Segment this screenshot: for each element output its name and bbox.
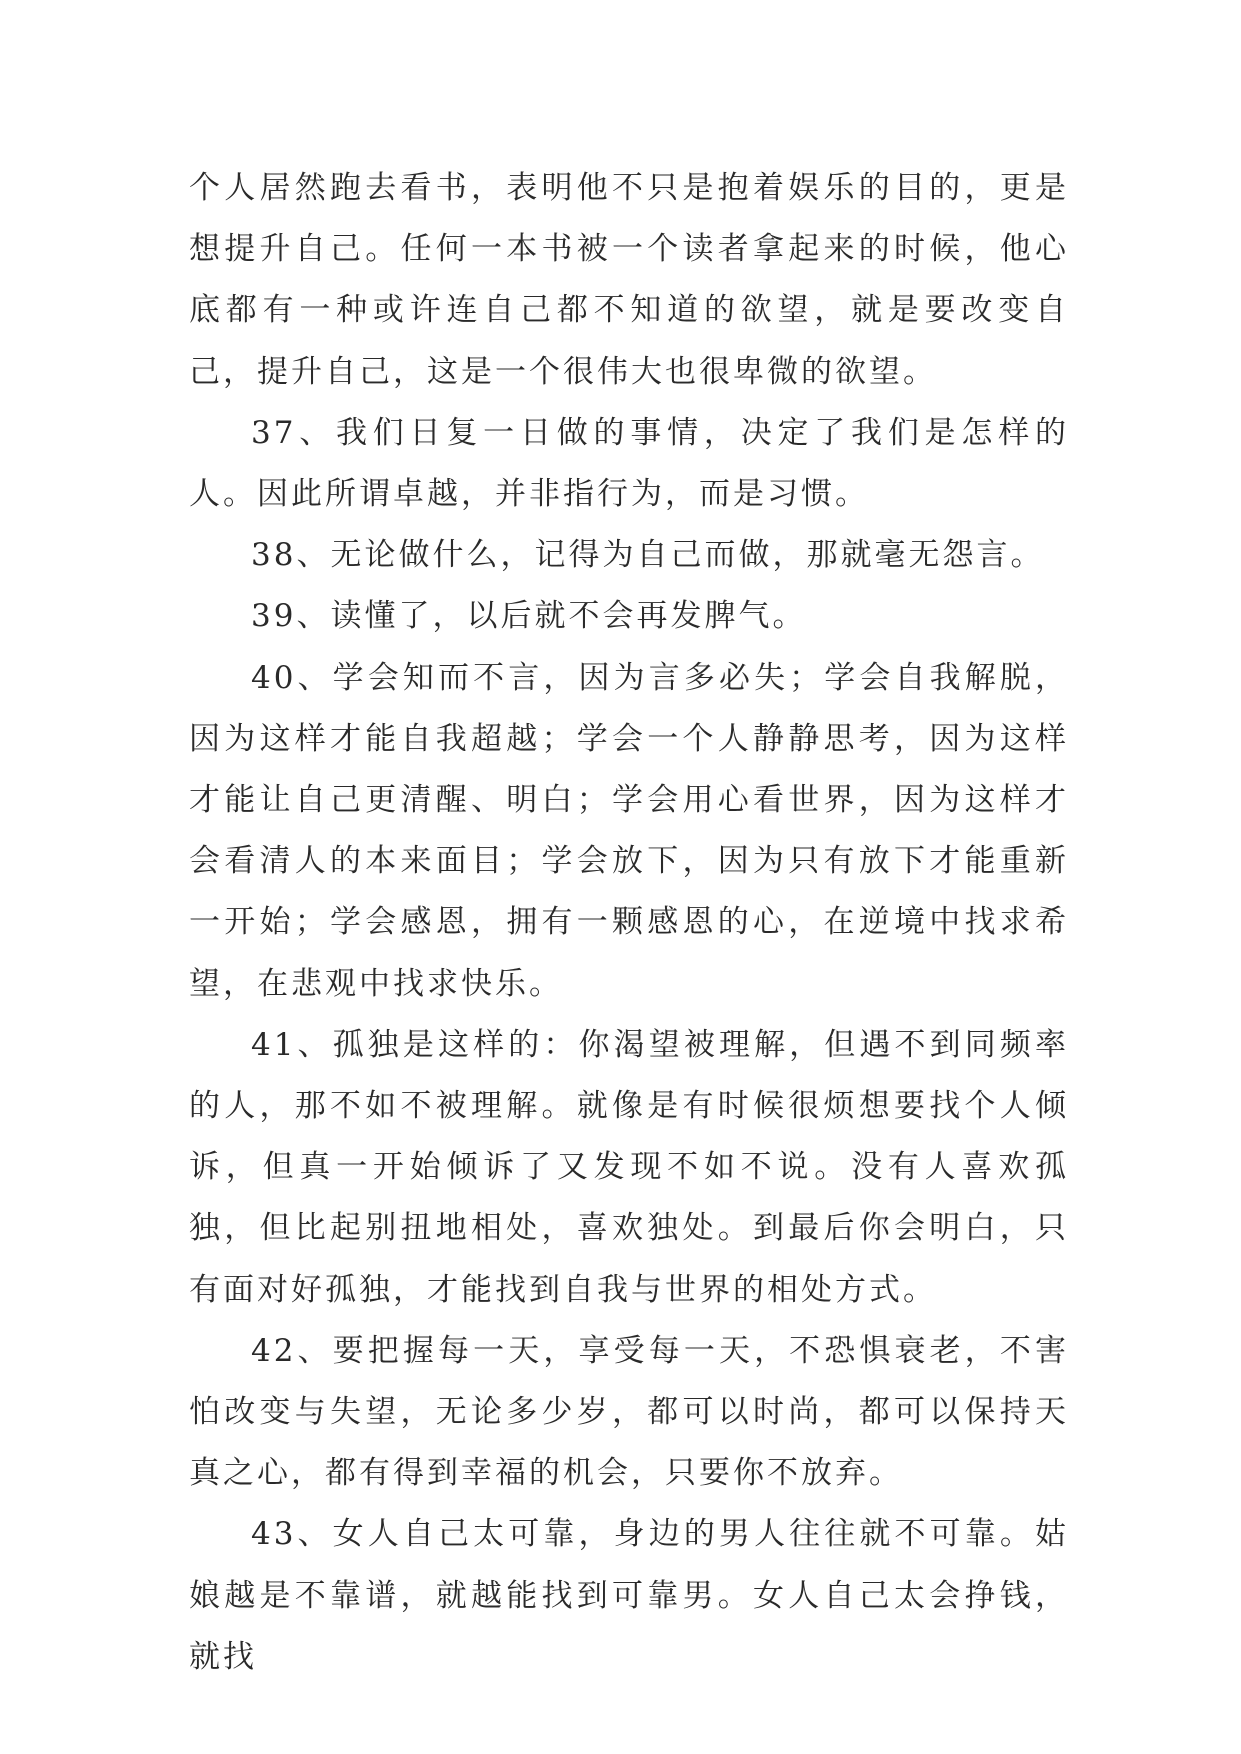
paragraph-37: 37、我们日复一日做的事情，决定了我们是怎样的人。因此所谓卓越，并非指行为，而是习惯。 <box>189 414 1069 513</box>
paragraph-41: 41、孤独是这样的：你渴望被理解，但遇不到同频率的人，那不如不被理解。就像是有时候很烦想要找个人倾诉，但真一开始倾诉了又发现不如不说。没有人喜欢孤独，但比起别扭地相处，喜欢独处。到最后你会明白，只有面对好孤独，才能找到自我与世界的相处方式。 <box>189 1026 1069 1308</box>
paragraph-40: 40、学会知而不言，因为言多必失；学会自我解脱，因为这样才能自我超越；学会一个人静静思考，因为这样才能让自己更清醒、明白；学会用心看世界，因为这样才会看清人的本来面目；学会放下，因为只有放下才能重新一开始；学会感恩，拥有一颗感恩的心，在逆境中找求希望，在悲观中找求快乐。 <box>189 659 1069 1002</box>
paragraph-42: 42、要把握每一天，享受每一天，不恐惧衰老，不害怕改变与失望，无论多少岁，都可以时尚，都可以保持天真之心，都有得到幸福的机会，只要你不放弃。 <box>189 1332 1069 1492</box>
paragraph-39: 39、读懂了，以后就不会再发脾气。 <box>251 598 807 635</box>
paragraph-43: 43、女人自己太可靠，身边的男人往往就不可靠。姑娘越是不靠谱，就越能找到可靠男。女人自己太会挣钱，就找 <box>189 1516 1069 1675</box>
body-text <box>189 158 1069 1688</box>
paragraph-continued: 个人居然跑去看书，表明他不只是抱着娱乐的目的，更是想提升自己。任何一本书被一个读者拿起来的时候，他心底都有一种或许连自己都不知道的欲望，就是要改变自己，提升自己，这是一个很伟大也很卑微的欲望。 <box>189 170 1069 390</box>
paragraph-38: 38、无论做什么，记得为自己而做，那就毫无怨言。 <box>251 537 1045 574</box>
